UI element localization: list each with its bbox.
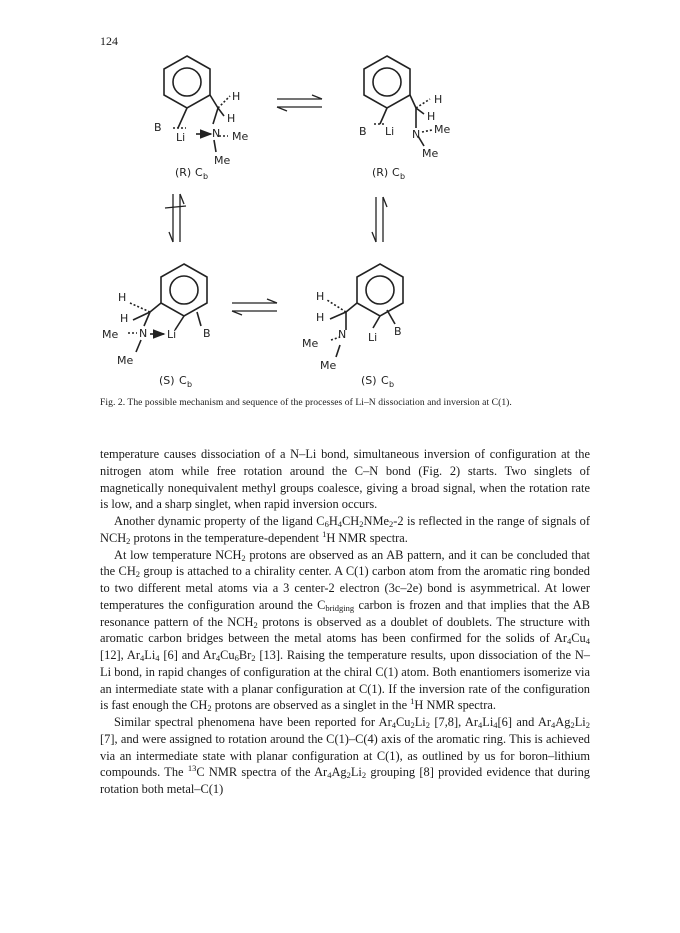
subscript: 4 <box>585 636 590 647</box>
text-run: Li <box>350 765 362 780</box>
structure-bottom-right <box>327 264 403 357</box>
svg-text:B: B <box>394 325 402 338</box>
equilibrium-arrows-right <box>372 197 387 242</box>
text-run: Ag <box>331 765 347 780</box>
svg-text:(S): (S) <box>361 374 377 387</box>
subscript: 2 <box>207 703 212 714</box>
subscript: 4 <box>140 653 145 663</box>
subscript: 2 <box>570 720 575 730</box>
text-run: protons are observed as an AB pattern, and it can be concluded that the CH <box>100 547 590 579</box>
text-run: grouping [8] provided evidence that during rotation both metal–C(1) <box>100 765 590 796</box>
paragraph <box>100 446 590 513</box>
svg-text:(R): (R) <box>175 166 192 179</box>
svg-text:B: B <box>359 125 367 138</box>
svg-text:Me: Me <box>102 328 119 341</box>
text-run: [13]. Raising the temperature results, upon dissociation of the N–Li bond, in rapid changes of configuration at the chiral C(1) atom. Both enantiomers isomerize via an intermediate state with a planar configuration at C(1). If the inversion rate of the configuration is fast enough the CH <box>100 648 591 713</box>
subscript: 2 <box>361 770 367 781</box>
svg-text:Li: Li <box>385 125 395 138</box>
text-run: C NMR spectra of the Ar <box>196 765 328 780</box>
svg-text:(S): (S) <box>159 374 175 387</box>
subscript: 2 <box>388 519 394 529</box>
equilibrium-arrows-top <box>277 95 322 111</box>
subscript: 4 <box>327 770 332 781</box>
text-run: Cu <box>220 648 235 662</box>
svg-text:H: H <box>120 312 129 325</box>
svg-text:C: C <box>179 374 187 387</box>
subscript: 4 <box>493 720 498 730</box>
subscript: 2 <box>126 535 131 546</box>
labels-top-left <box>154 90 248 181</box>
svg-text:(R): (R) <box>372 166 389 179</box>
text-run: Br <box>238 648 252 662</box>
text-run: [12], Ar <box>100 648 140 662</box>
text-run: protons in the temperature-dependent <box>130 530 323 545</box>
paragraph <box>100 547 590 715</box>
svg-text:Li: Li <box>368 331 378 344</box>
subscript: 6 <box>234 653 239 663</box>
superscript: 1 <box>322 528 327 539</box>
labels-top-right <box>359 93 450 181</box>
subscript: 4 <box>391 720 397 730</box>
subscript: 2 <box>251 653 256 663</box>
svg-text:Me: Me <box>320 359 337 372</box>
text-run: Similar spectral phenomena have been reported for Ar <box>114 715 392 729</box>
text-run: [6] and Ar <box>497 715 552 729</box>
figure-caption: Fig. 2. The possible mechanism and sequence of the processes of Li–N dissociation and inversion at C(1). <box>100 397 512 408</box>
text-run: group is attached to a chirality center. A C(1) carbon atom from the aromatic ring bonded to two different metal atoms via a 3 center-2 electron (3c–2e) bond is asymmetrical. At lower temperatures the configuration around the C <box>100 564 590 612</box>
text-run: -2 is reflected in the range of signals of NCH <box>100 514 590 545</box>
svg-text:H: H <box>118 291 127 304</box>
svg-text:C: C <box>195 166 203 179</box>
subscript: 2 <box>253 619 258 630</box>
benzene-ring <box>364 56 410 108</box>
text-run: Cu <box>396 715 411 729</box>
text-run: H <box>328 514 338 528</box>
subscript: 2 <box>585 720 590 730</box>
text-run: Li <box>574 715 586 729</box>
svg-text:Me: Me <box>232 130 249 143</box>
labels-bottom-left <box>102 291 211 389</box>
superscript: 1 <box>410 696 415 707</box>
subscript: 4 <box>478 720 483 730</box>
svg-text:H: H <box>427 110 436 123</box>
text-run: H NMR spectra. <box>326 530 408 545</box>
svg-text:H: H <box>316 311 325 324</box>
subscript: 6 <box>324 519 329 529</box>
svg-text:Me: Me <box>117 354 134 367</box>
labels-bottom-right <box>302 290 402 389</box>
benzene-ring <box>164 56 210 108</box>
text-run: [7], and were assigned to rotation around the C(1)–C(4) axis of the aromatic ring. This is achieved via an intermediate state with planar configuration at C(1), as outlined by us for boron–lithium compounds. The <box>100 731 590 780</box>
paragraph <box>100 513 590 547</box>
subscript: 2 <box>425 720 430 730</box>
body-text <box>100 446 590 798</box>
subscript: 4 <box>551 720 556 730</box>
text-run: protons are observed as a singlet in the <box>211 698 411 713</box>
svg-text:Li: Li <box>176 131 186 144</box>
subscript: 2 <box>346 770 351 781</box>
text-run: Ag <box>555 715 571 729</box>
page-number: 124 <box>100 34 118 48</box>
reaction-scheme <box>0 0 680 395</box>
subscript: 2 <box>410 720 415 730</box>
superscript: 13 <box>187 763 197 774</box>
svg-text:H: H <box>232 90 241 103</box>
benzene-ring <box>357 264 403 316</box>
svg-text:C: C <box>392 166 400 179</box>
subscript: 2 <box>359 519 364 529</box>
svg-text:Me: Me <box>214 154 231 167</box>
svg-text:H: H <box>434 93 443 106</box>
subscript: 2 <box>135 569 141 580</box>
svg-text:b: b <box>203 172 209 181</box>
svg-text:b: b <box>400 172 406 181</box>
text-run: Li <box>482 715 494 729</box>
svg-text:Li: Li <box>167 328 177 341</box>
text-run: Another dynamic property of the ligand C <box>114 514 325 528</box>
svg-text:H: H <box>227 112 236 125</box>
svg-text:H: H <box>316 290 325 303</box>
subscript: 4 <box>337 519 343 529</box>
paragraph <box>100 714 590 798</box>
subscript: 4 <box>155 653 160 663</box>
svg-text:N: N <box>139 327 148 340</box>
text-run: Li <box>414 715 426 729</box>
structure-top-right <box>364 56 432 146</box>
svg-text:b: b <box>389 380 395 389</box>
text-run: At low temperature NCH <box>114 547 242 562</box>
svg-text:Me: Me <box>434 123 451 136</box>
text-run: protons is observed as a doublet of doublets. The structure with aromatic carbon bridges between the metal atoms has been confirmed for the solids of Ar <box>100 614 590 646</box>
subscript: 2 <box>241 552 246 563</box>
benzene-ring <box>161 264 207 316</box>
svg-text:b: b <box>187 380 193 389</box>
text-run: temperature causes dissociation of a N–Li bond, simultaneous inversion of configuration at the nitrogen atom while free rotation around the C–N bond (Fig. 2) starts. Two singlets of magnetically nonequivalent methyl groups coalesce, giving a broad signal, when the rotation rate is low, and a sharp singlet, when rapid inversion occurs. <box>100 447 590 512</box>
text-run: CH <box>342 514 360 528</box>
text-run: NMe <box>363 514 389 528</box>
svg-text:Me: Me <box>422 147 439 160</box>
svg-text:B: B <box>203 327 211 340</box>
subscript: bridging <box>325 602 355 613</box>
text-run: [7,8], Ar <box>430 715 479 729</box>
svg-text:N: N <box>212 127 221 140</box>
svg-text:Me: Me <box>302 337 319 350</box>
svg-text:N: N <box>412 128 421 141</box>
svg-text:C: C <box>381 374 389 387</box>
svg-text:B: B <box>154 121 162 134</box>
equilibrium-arrows-bottom <box>232 299 277 315</box>
text-run: Li <box>144 648 156 662</box>
subscript: 4 <box>215 653 221 663</box>
text-run: Cu <box>571 631 586 646</box>
equilibrium-arrows-left <box>165 194 186 242</box>
text-run: carbon is frozen and that implies that the AB resonance pattern of the NCH <box>100 597 590 629</box>
subscript: 4 <box>567 636 572 647</box>
text-run: H NMR spectra. <box>414 698 496 713</box>
svg-text:N: N <box>338 328 347 341</box>
text-run: [6] and Ar <box>159 648 216 662</box>
